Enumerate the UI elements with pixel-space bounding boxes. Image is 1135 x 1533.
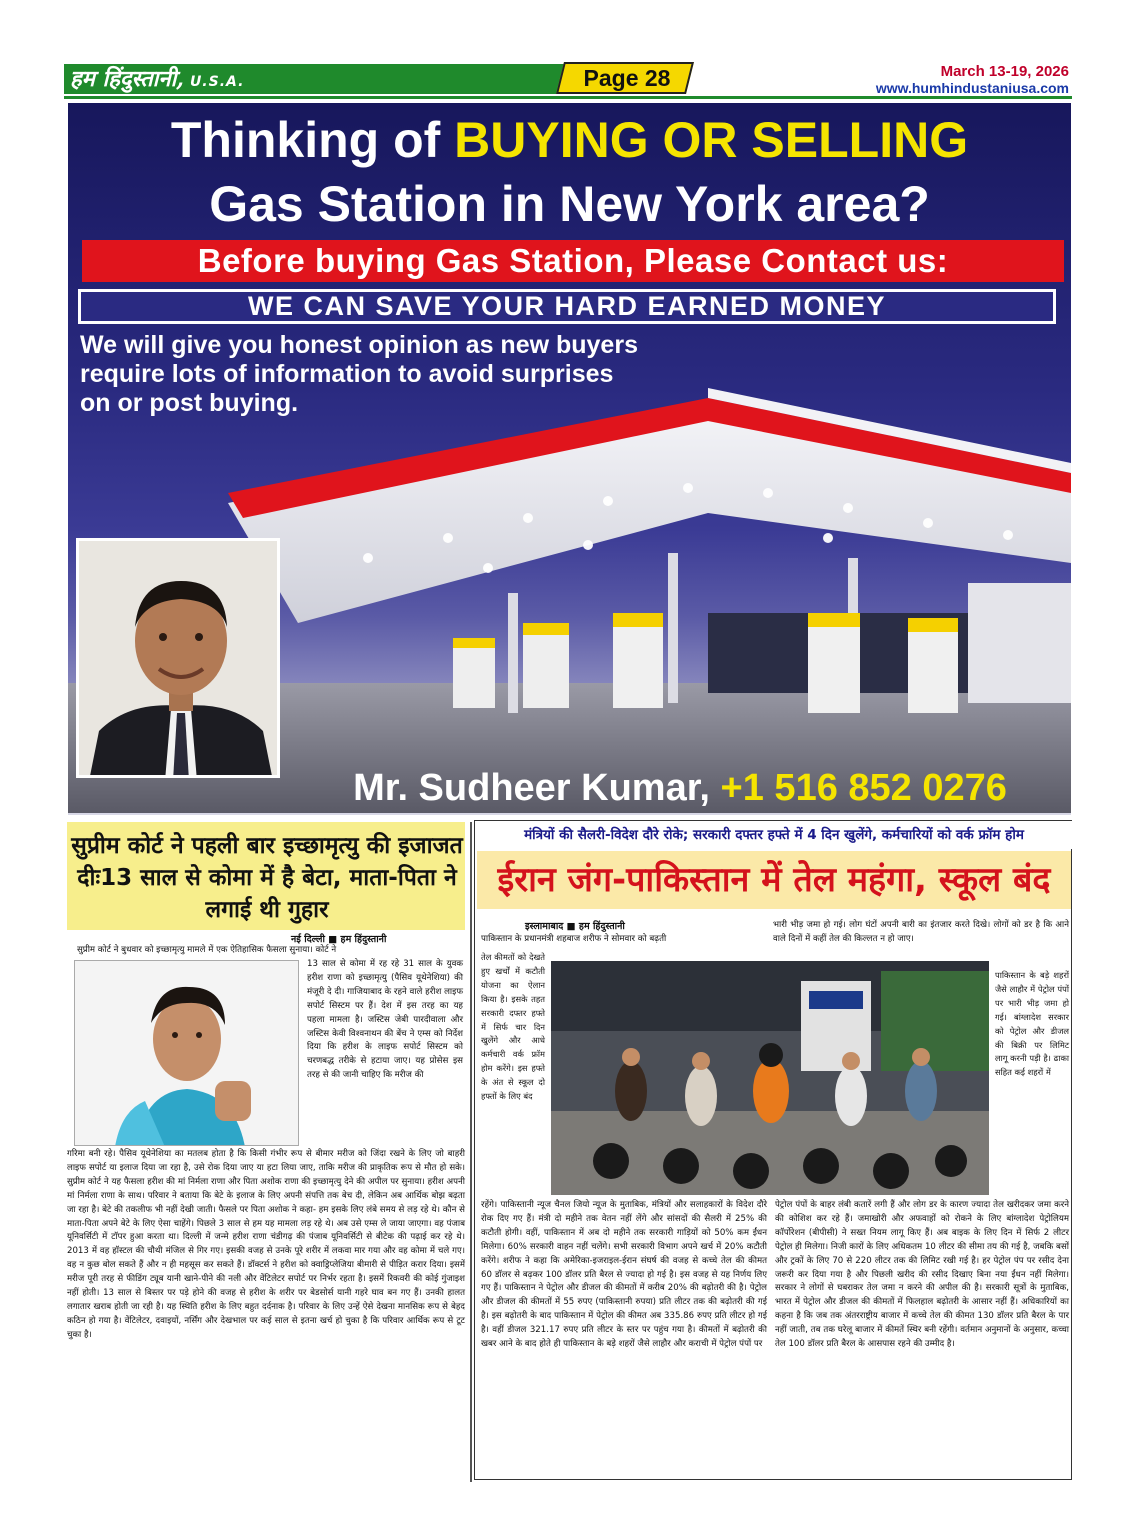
ad-headline-prefix: Thinking of	[170, 112, 455, 168]
ad-paragraph: We will give you honest opinion as new buyers require lots of information to avoid surprises on or post buying.	[80, 331, 638, 417]
left-article-side-text: 13 साल से कोमा में रह रहे 31 साल के युवक हरीश राणा को इच्छामृत्यु (पैसिव यूथेनेशिया) की मंजूरी दे दी। गाजियाबाद के रहने वाले हरीश लाइफ सपोर्ट सिस्टम पर हैं। देश में इस तरह का यह पहला मामला है। जस्टिस जेबी पारदीवाला और जस्टिस केवी विश्वनाथन की बेंच ने एम्स को निर्देश दिया कि हरीश के लाइफ सपोर्ट सिस्टम को चरणबद्ध तरीके से हटाया जाए। यह प्रोसेस इस तरह से की जानी चाहिए कि मरीज की	[307, 959, 463, 1081]
page-number: Page 28	[583, 65, 671, 91]
issue-date: March 13-19, 2026	[940, 63, 1069, 80]
ad-headline-line-2: Gas Station in New York area?	[209, 176, 930, 232]
ad-contact-name: Mr. Sudheer Kumar,	[353, 767, 721, 809]
left-article-body: गरिमा बनी रहे। पैसिव यूथेनेशिया का मतलब होता है कि किसी गंभीर रूप से बीमार मरीज को जिंदा रखने के लिए जो बाहरी लाइफ सपोर्ट या इलाज दिया जा रहा है, उसे रोक दिया जाए या हटा लिया जाए, ताकि मरीज की प्राकृतिक रूप से मौत हो सके। सुप्रीम कोर्ट ने यह फैसला हरीश की मां निर्मला राणा और पिता अशोक राणा की इच्छामृत्यु देने की अपील पर सुनाया। हरीश अपनी मां निर्मला राणा के साथ। परिवार ने बताया कि बेटे के इलाज के लिए अपनी संपत्ति तक बेच दी, लेकिन अब आर्थिक बोझ बढ़ता जा रहा है। बेटे की तकलीफ भी नहीं देखी जाती। फैसले पर पिता अशोक ने कहा- हम इसके लिए लंबे समय से लड़ रहे थे। कौन से माता-पिता अपने बेटे के लिए ऐसा चाहेंगे। पिछले 3 साल से हम यह मामला लड़ रहे थे। अब उसे एम्स ले जाया जाएगा। वह पंजाब यूनिवर्सिटी में टॉपर हुआ करता था। दिल्ली में जन्मे हरीश राणा चंडीगढ़ की पंजाब यूनिवर्सिटी से बीटेक की पढ़ाई कर रहे थे। 2013 में वह हॉस्टल की चौथी मंजिल से गिर गए। इसकी वजह से उनके पूरे शरीर में लकवा मार गया और वह कोमा में चले गए। वह न कुछ बोल सकते हैं और न ही महसूस कर सकते हैं। डॉक्टर्स ने हरीश को क्वाड्रिप्लेजिया बीमारी से पीड़ित करार दिया। इसमें मरीज पूरी तरह से फीडिंग ट्यूब यानी खाने-पीने की नली और वेंटिलेटर सपोर्ट पर निर्भर रहता है। इसमें रिकवरी की कोई गुंजाइश नहीं होती। 13 साल से बिस्तर पर पड़े होने की वजह से हरीश के शरीर पर बेडसोर्स यानी गहरे घाव बन गए हैं। उनकी हालत लगातार खराब होती जा रही है। यह स्थिति हरीश के लिए बहुत दर्दनाक है। परिवार के लिए उन्हें ऐसे देखना मानसिक रूप से बेहद कठिन हो गया है। वेंटिलेटर, दवाइयों, नर्सिंग और देखभाल पर कई साल से इतना खर्च हो चुका है कि परिवार आर्थिक रूप से टूट चुका है।	[67, 1149, 465, 1340]
left-article	[67, 822, 465, 1482]
right-article-kicker: मंत्रियों की सैलरी-विदेश दौरे रोके; सरकारी दफ्तर हफ्ते में 4 दिन खुलेंगे, कर्मचारियों को वर्क फ्रॉम होम	[524, 827, 1024, 843]
left-article-byline: नई दिल्ली ■ हम हिंदुस्तानी	[291, 934, 387, 945]
column-divider	[470, 822, 472, 1482]
gas-station-advertisement	[68, 103, 1071, 815]
right-article-column-1: रहेंगे। पाकिस्तानी न्यूज चैनल जियो न्यूज के मुताबिक, मंत्रियों और सलाहकारों के विदेश दौरे रोक दिए गए हैं। मंत्री दो महीने तक वेतन नहीं लेंगे और सांसदों की सैलरी में 25% की कटौती होगी। वहीं, पाकिस्तान में अब दो महीने तक सरकारी गाड़ियों को 50% कम ईंधन मिलेगा। 60% सरकारी वाहन नहीं चलेंगे। सभी सरकारी विभाग अपने खर्च में 20% कटौती करेंगे। शरीफ ने कहा कि अमेरिका-इजराइल-ईरान संघर्ष की वजह से कच्चे तेल की कीमत 60 डॉलर से बढ़कर 100 डॉलर प्रति बैरल से ज्यादा हो गई है। इस वजह से यह निर्णय लिए गए हैं। पाकिस्तान ने पेट्रोल और डीजल की कीमतों में करीब 20% की बढ़ोतरी की है। पेट्रोल और डीजल की कीमतों में 55 रुपए (पाकिस्तानी रुपया) प्रति लीटर तक की बढ़ोतरी की गई है। इस बढ़ोतरी के बाद पाकिस्तान में पेट्रोल की कीमत अब 335.86 रुपए प्रति लीटर हो गई है। वहीं डीजल 321.17 रुपए प्रति लीटर के स्तर पर पहुंच गया है। कीमतों में बढ़ोतरी की खबर आने के बाद होते ही पाकिस्तान के बड़े शहरों जैसे लाहौर और कराची में पेट्रोल पंपों पर	[481, 1200, 767, 1350]
right-article-top-right-text: भारी भीड़ जमा हो गई। लोग घंटों अपनी बारी का इंतजार करते दिखे। लोगों को डर है कि आने वाले दिनों में कहीं तेल की किल्लत न हो जाए।	[773, 920, 1069, 944]
young-man-photo-icon	[75, 961, 299, 1146]
ad-contact-line	[290, 764, 1070, 812]
right-article-lead: पाकिस्तान के प्रधानमंत्री शहबाज शरीफ ने सोमवार को बढ़ती	[481, 934, 667, 944]
ad-contact-phone[interactable]: +1 516 852 0276	[720, 767, 1007, 809]
fuel-queue-photo	[551, 961, 989, 1195]
right-article	[474, 820, 1072, 1480]
right-article-byline: इस्लामाबाद ■ हम हिंदुस्तानी	[525, 921, 625, 932]
left-article-lead: सुप्रीम कोर्ट ने बुधवार को इच्छामृत्यु मामले में एक ऐतिहासिक फैसला सुनाया। कोर्ट ने	[77, 945, 337, 955]
article-photo	[74, 960, 299, 1146]
ad-headline-highlight: BUYING OR SELLING	[454, 112, 969, 168]
left-article-headline: सुप्रीम कोर्ट ने पहली बार इच्छामृत्यु की इजाजत दीः13 साल से कोमा में है बेटा, माता-पिता ने लगाई थी गुहार	[71, 833, 463, 923]
page-header	[0, 0, 1135, 100]
ad-headline-line-1	[68, 111, 1071, 169]
website-url[interactable]: www.humhindustaniusa.com	[875, 80, 1069, 96]
ad-contact-banner: Before buying Gas Station, Please Contact us:	[197, 242, 949, 279]
right-article-headline: ईरान जंग-पाकिस्तान में तेल महंगा, स्कूल बंद	[497, 860, 1051, 900]
person-icon	[79, 541, 280, 778]
masthead-brand: हम हिंदुस्तानी,	[70, 66, 184, 92]
header-rule	[64, 96, 1072, 99]
masthead-title	[70, 64, 244, 94]
right-article-column-2: पेट्रोल पंपों के बाहर लंबी कतारें लगी हैं और लोग डर के कारण ज्यादा तेल खरीदकर जमा करने की कोशिश कर रहे हैं। जमाखोरी और अफवाहों को रोकने के लिए बांग्लादेश पेट्रोलियम कॉर्पोरेशन (बीपीसी) ने सख्त नियम लागू किए हैं। अब बाइक के लिए दिन में सिर्फ 2 लीटर पेट्रोल ही मिलेगा। निजी कारों के लिए अधिकतम 10 लीटर की सीमा तय की गई है, जबकि बसों और ट्रकों के लिए 70 से 220 लीटर तक की लिमिट रखी गई है। हर पेट्रोल पंप पर रसीद देना जरूरी कर दिया गया है और पिछली खरीद की रसीद दिखाए बिना नया ईंधन नहीं मिलेगा। सरकार ने लोगों से घबराकर तेल जमा न करने की अपील की है। सरकारी सूत्रों के मुताबिक, भारत में पेट्रोल और डीजल की कीमतों में फिलहाल बढ़ोतरी के आसार नहीं हैं। अधिकारियों का कहना है कि जब तक अंतरराष्ट्रीय बाजार में कच्चे तेल की कीमत 130 डॉलर प्रति बैरल के पार नहीं जाती, तब तक घरेलू बाजार में कीमतें स्थिर बनी रहेंगी। वर्तमान अनुमानों के अनुसार, कच्चा तेल 100 डॉलर प्रति बैरल के आसपास रहने की उम्मीद है।	[775, 1200, 1069, 1350]
motorbikes-at-pump-icon	[551, 961, 989, 1195]
masthead-suffix: U.S.A.	[189, 74, 245, 90]
right-article-side-column: पाकिस्तान के बड़े शहरों जैसे लाहौर में पेट्रोल पंपों पर भारी भीड़ जमा हो गई। बांग्लादेश सरकार को पेट्रोल और डीजल की बिक्री पर लिमिट लागू करनी पड़ी है। ढाका सहित कई शहरों में	[995, 970, 1069, 1078]
right-article-narrow-column: तेल कीमतों को देखते हुए खर्चों में कटौती योजना का ऐलान किया है। इसके तहत सरकारी दफ्तर हफ्ते में सिर्फ चार दिन खुलेंगे और आधे कर्मचारी वर्क फ्रॉम होम करेंगे। इस हफ्ते के अंत से स्कूल दो हफ्तों के लिए बंद	[481, 952, 545, 1102]
advertiser-portrait	[76, 538, 280, 778]
ad-save-money-text: WE CAN SAVE YOUR HARD EARNED MONEY	[247, 291, 887, 321]
